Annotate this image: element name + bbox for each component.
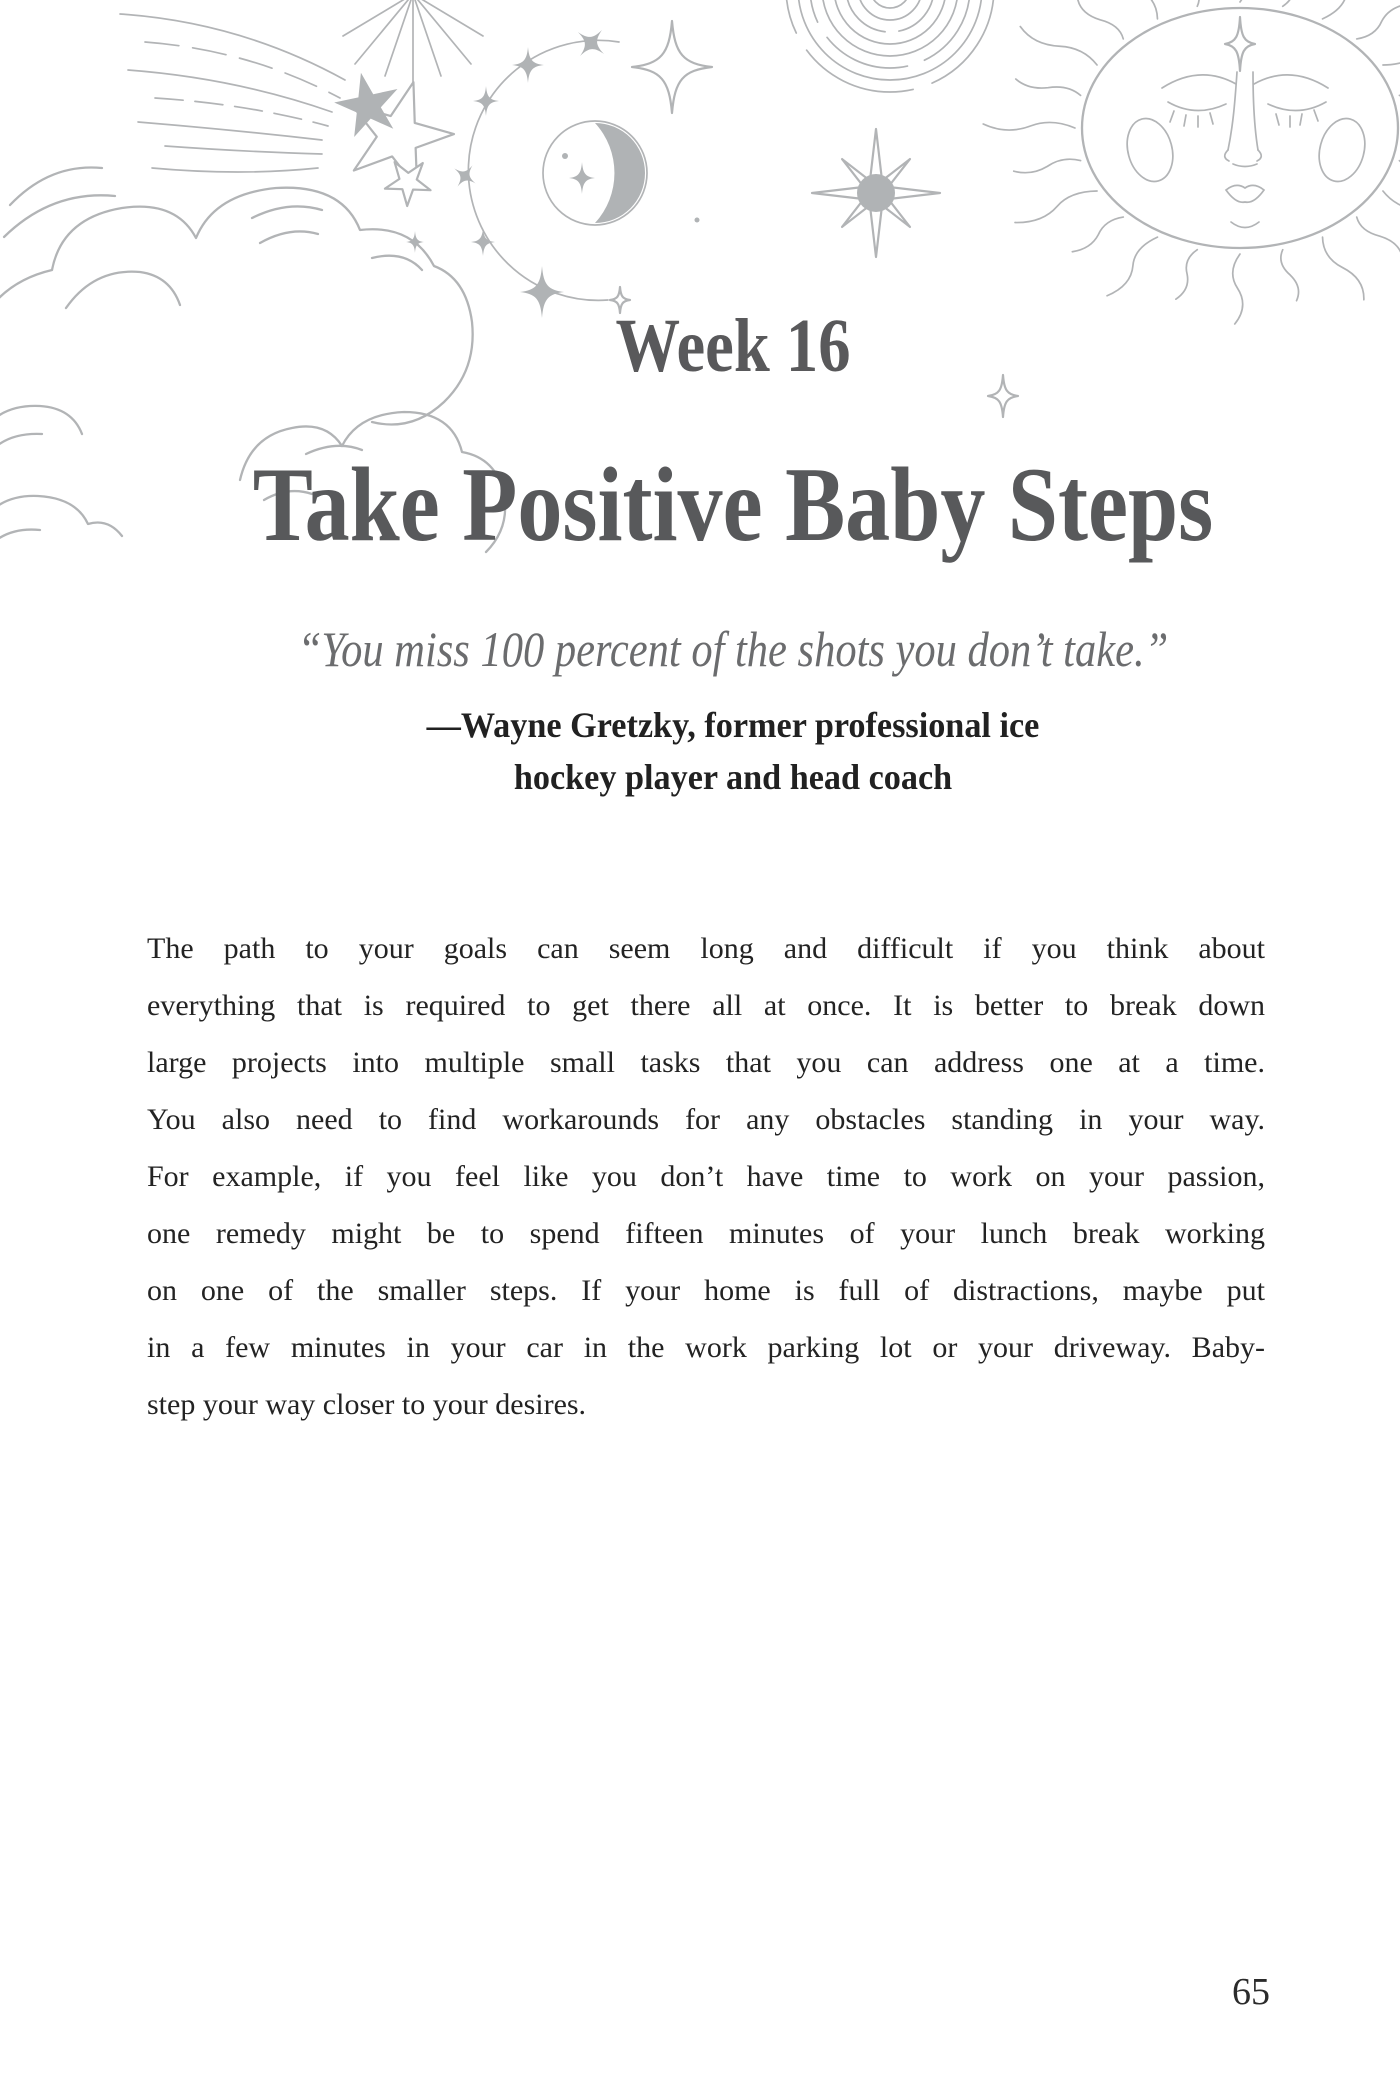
forehead-star-icon [1225,17,1255,71]
lips [1226,185,1264,202]
spiral-illustration [786,0,994,92]
sparkle-icon [447,158,483,194]
quote-attribution [37,699,1400,803]
chapter-title: Take Positive Baby Steps [252,446,1214,563]
sparkle-icon [632,21,712,113]
crescent-moon-icon [595,123,645,223]
quote-text: “You miss 100 percent of the shots you don’t take.” [297,621,1169,677]
attribution-line: hockey player and head coach [513,757,953,797]
moon-with-stars-arc-illustration [406,19,712,318]
body-text-line: large projects into multiple small tasks that you can address one at a time. [147,1046,1265,1079]
body-paragraph [147,920,1265,1433]
body-text-line: The path to your goals can seem long and difficult if you think about [147,932,1265,965]
body-text-line: in a few minutes in your car in the work parking lot or your driveway. Baby- [147,1331,1265,1364]
body-text-line: one remedy might be to spend fifteen minutes of your lunch break working [147,1217,1265,1250]
body-text-line: step your way closer to your desires. [147,1388,587,1421]
body-text-line: For example, if you feel like you don’t have time to work on your passion, [147,1160,1265,1193]
body-text-line: You also need to find workarounds for any obstacles standing in your way. [147,1103,1265,1136]
sun-with-face-illustration [983,0,1400,324]
closed-eye-left [1168,102,1226,111]
body-text-line: on one of the smaller steps. If your home is full of distractions, maybe put [147,1274,1265,1307]
closed-eye-right [1268,102,1326,111]
body-text-line: everything that is required to get there all at once. It is better to break down [147,989,1265,1022]
chin [1231,222,1259,228]
page-number: 65 [1232,1971,1270,2013]
burst-star-icon [343,0,483,84]
compass-star-icon [812,129,940,257]
sparkle-icon [569,162,595,194]
sparkle-icon [471,228,495,256]
week-label: Week 16 [615,304,851,388]
attribution-line: —Wayne Gretzky, former professional ice [426,705,1040,745]
sparkle-icon [512,47,544,83]
